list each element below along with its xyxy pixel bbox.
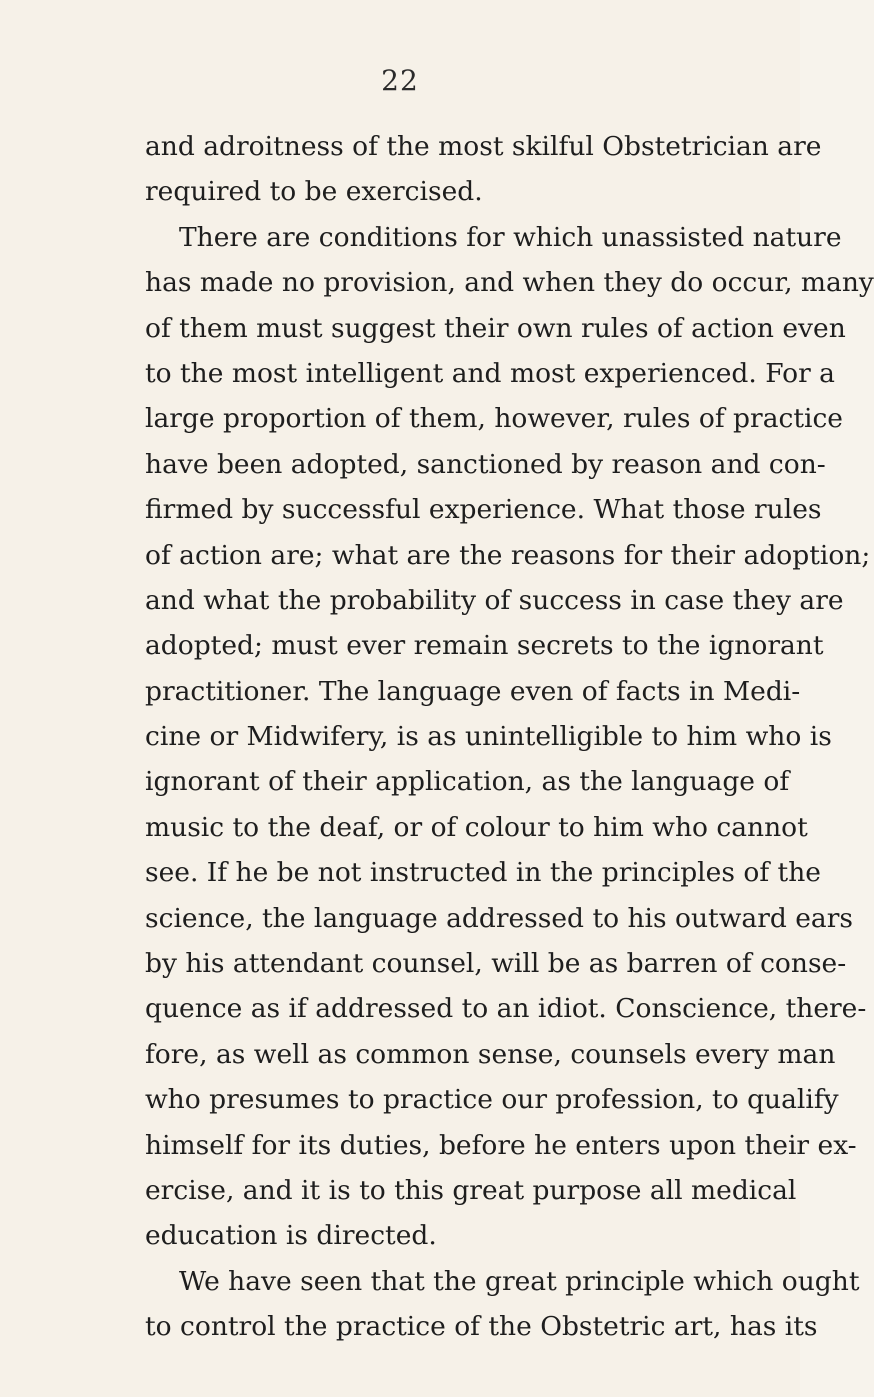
- text-line: ignorant of their application, as the language of: [145, 766, 790, 798]
- text-line: and adroitness of the most skilful Obstetrician are: [145, 131, 822, 162]
- text-line: There are conditions for which unassisted nature: [179, 221, 842, 253]
- page-number: 22: [381, 64, 419, 97]
- text-line: We have seen that the great principle which ought: [179, 1265, 860, 1297]
- text-line: of them must suggest their own rules of action even: [145, 312, 846, 344]
- text-line: has made no provision, and when they do occur, many: [145, 267, 874, 299]
- text-line: quence as if addressed to an idiot. Conscience, there-: [145, 993, 867, 1025]
- text-line: fore, as well as common sense, counsels every man: [145, 1038, 836, 1070]
- text-line: required to be exercised.: [145, 176, 483, 208]
- text-line: of action are; what are the reasons for their adoption;: [145, 539, 871, 571]
- text-line: to control the practice of the Obstetric art, has its: [145, 1311, 818, 1343]
- text-line: have been adopted, sanctioned by reason and con-: [145, 448, 826, 480]
- text-line: firmed by successful experience. What those rules: [145, 494, 822, 526]
- text-line: music to the deaf, or of colour to him who cannot: [145, 811, 808, 843]
- text-line: himself for its duties, before he enters upon their ex-: [145, 1129, 857, 1161]
- text-line: adopted; must ever remain secrets to the ignorant: [145, 630, 824, 662]
- text-line: who presumes to practice our profession, to qualify: [145, 1084, 839, 1116]
- text-line: practitioner. The language even of facts in Medi-: [145, 675, 801, 707]
- text-line: see. If he be not instructed in the principles of the: [145, 857, 821, 889]
- text-line: to the most intelligent and most experienced. For a: [145, 357, 835, 389]
- text-line: by his attendant counsel, will be as barren of conse-: [145, 948, 847, 980]
- text-line: science, the language addressed to his outward ears: [145, 902, 853, 934]
- text-line: cine or Midwifery, is as unintelligible to him who is: [145, 721, 832, 753]
- text-line: education is directed.: [145, 1220, 437, 1252]
- text-line: large proportion of them, however, rules of practice: [145, 403, 843, 435]
- text-line: and what the probability of success in case they are: [145, 584, 844, 616]
- body-text: [145, 124, 874, 1350]
- text-line: ercise, and it is to this great purpose all medical: [145, 1174, 797, 1206]
